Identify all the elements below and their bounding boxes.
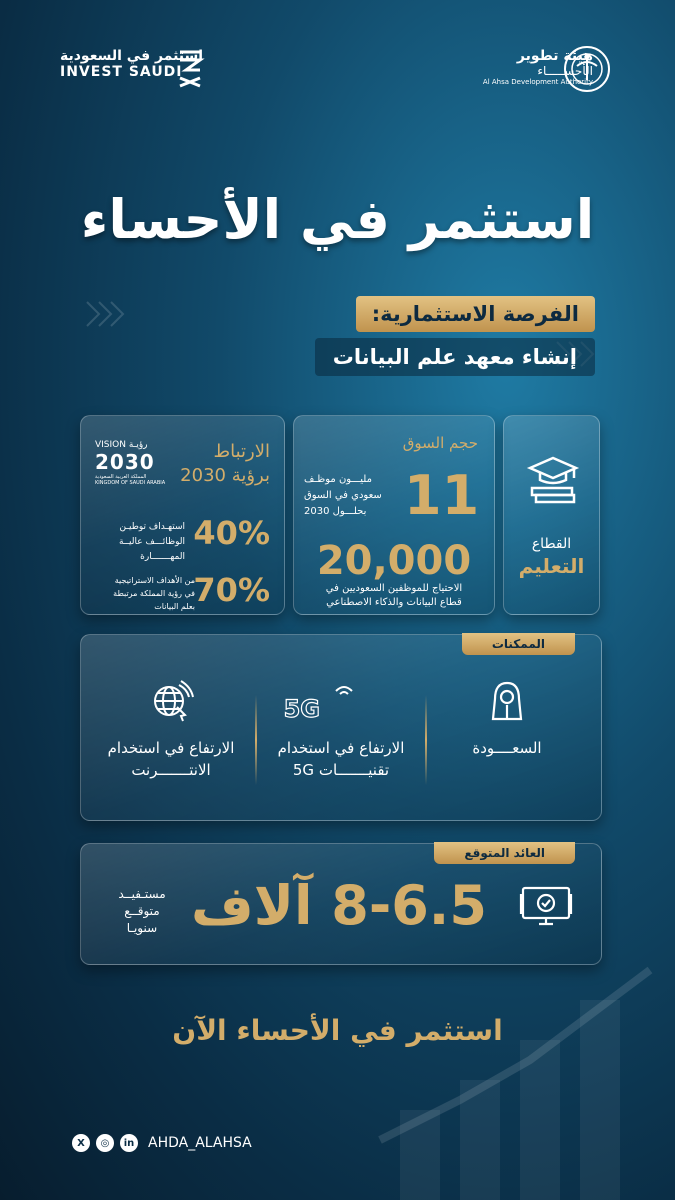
invest-saudi-mark-icon <box>176 48 204 88</box>
market-stat1-line: بحلـــول 2030 <box>304 506 367 517</box>
vision-stat1-value: 40% <box>193 514 270 552</box>
social-handles <box>72 1134 252 1152</box>
vision-stat2-line: بعلم البيانات <box>154 602 195 611</box>
enabler-internet <box>91 679 251 781</box>
enabler-line: الارتفاع في استخدام <box>107 739 235 757</box>
background-growth-chart <box>380 960 675 1200</box>
globe-cursor-icon <box>149 679 193 723</box>
vision-logo-en: KINGDOM OF SAUDI ARABIA <box>95 480 166 486</box>
vision-stat2-value: 70% <box>193 571 270 609</box>
sector-value: التعليم <box>518 554 585 578</box>
call-to-action: استثمر في الأحساء الآن <box>172 1014 503 1047</box>
svg-text:5G: 5G <box>283 695 320 723</box>
decor-pattern-icon <box>85 300 125 328</box>
vision-stat1-line: المهـــــــارة <box>140 552 185 562</box>
enabler-text <box>91 737 251 781</box>
market-stat1-line: مليـــون موظـف <box>304 474 372 485</box>
market-stat2-line: الاحتياج للموظفين السعوديين في <box>325 583 463 594</box>
expected-return-line: مستـفيــد <box>118 887 166 901</box>
expected-return-text <box>103 886 181 937</box>
vision-2030-logo <box>95 440 170 486</box>
enabler-text <box>427 737 587 759</box>
market-stat1-line: سعودي في السوق <box>304 490 382 501</box>
vision-heading-line: برؤية 2030 <box>180 465 270 486</box>
enabler-text <box>261 737 421 781</box>
ahda-emblem-icon <box>562 44 612 94</box>
enablers-card <box>80 634 602 821</box>
sector-label: القطاع <box>531 536 572 552</box>
vision-stat1-text <box>95 520 185 565</box>
enabler-line: السعــــودة <box>472 739 542 757</box>
market-heading: حجم السوق <box>402 434 478 452</box>
divider <box>425 695 427 785</box>
social-handle: AHDA_ALAHSA <box>148 1135 252 1151</box>
enablers-tag: الممكنات <box>462 633 575 655</box>
invest-saudi-ar: استثمر في السعودية <box>60 48 204 64</box>
5g-icon <box>283 679 366 723</box>
expected-return-line: سنويـا <box>126 921 158 935</box>
graduation-cap-books-icon <box>526 454 580 508</box>
enabler-line: الانتـــــــرنت <box>131 761 211 779</box>
market-size-card <box>293 415 495 615</box>
opportunity-name: إنشاء معهد علم البيانات <box>315 338 595 376</box>
vision-logo-line: VISION رؤيـة <box>95 440 148 450</box>
vision-heading-line: الارتباط <box>213 441 270 462</box>
enabler-line: الارتفاع في استخدام <box>277 739 405 757</box>
expected-return-card <box>80 843 602 965</box>
invest-saudi-en: INVEST SAUDI <box>60 64 183 80</box>
market-stat1-text <box>304 472 404 520</box>
expected-return-value: 8-6.5 آلاف <box>191 874 487 937</box>
sector-card <box>503 415 600 615</box>
monitor-check-icon <box>519 884 573 932</box>
vision-stat1-line: الوظائـــف عاليــة <box>118 537 185 547</box>
ahda-ar-2: الأحســـــاء <box>537 64 593 78</box>
ahda-ar-1: هيئة تطوير <box>516 48 593 64</box>
enabler-line: تقنيـــــــات 5G <box>292 761 390 779</box>
vision-stat1-line: استهـداف توطيـن <box>119 522 185 532</box>
vision-stat2-line: في رؤية المملكة مرتبطة <box>113 589 195 598</box>
enabler-saudization <box>427 679 587 759</box>
vision-2030-card <box>80 415 285 615</box>
vision-logo-ar: المملكة العربية السعودية <box>95 474 147 480</box>
saudi-person-icon <box>487 679 527 723</box>
vision-heading <box>180 440 270 488</box>
expected-return-tag: العائد المتوقع <box>434 842 575 864</box>
expected-return-line: متوقــع <box>124 904 160 918</box>
vision-stat2-text <box>95 574 195 613</box>
ahda-en: Al Ahsa Development Authority <box>482 78 593 86</box>
page-title: استثمر في الأحساء <box>80 188 595 251</box>
market-stat1-value: 11 <box>404 464 480 527</box>
enabler-5g <box>261 679 421 781</box>
instagram-icon[interactable]: ◎ <box>96 1134 114 1152</box>
linkedin-icon[interactable]: in <box>120 1134 138 1152</box>
market-stat2-value: 20,000 <box>316 538 472 584</box>
opportunity-label: الفرصة الاستثمارية: <box>356 296 595 332</box>
market-stat2-line: قطاع البيانات والذكاء الاصطناعي <box>326 597 462 608</box>
divider <box>255 695 257 785</box>
vision-logo-year: 2030 <box>95 450 155 474</box>
vision-stat2-line: من الأهداف الاستراتيجية <box>114 576 195 585</box>
x-icon[interactable]: X <box>72 1134 90 1152</box>
market-stat2-text <box>294 582 494 610</box>
